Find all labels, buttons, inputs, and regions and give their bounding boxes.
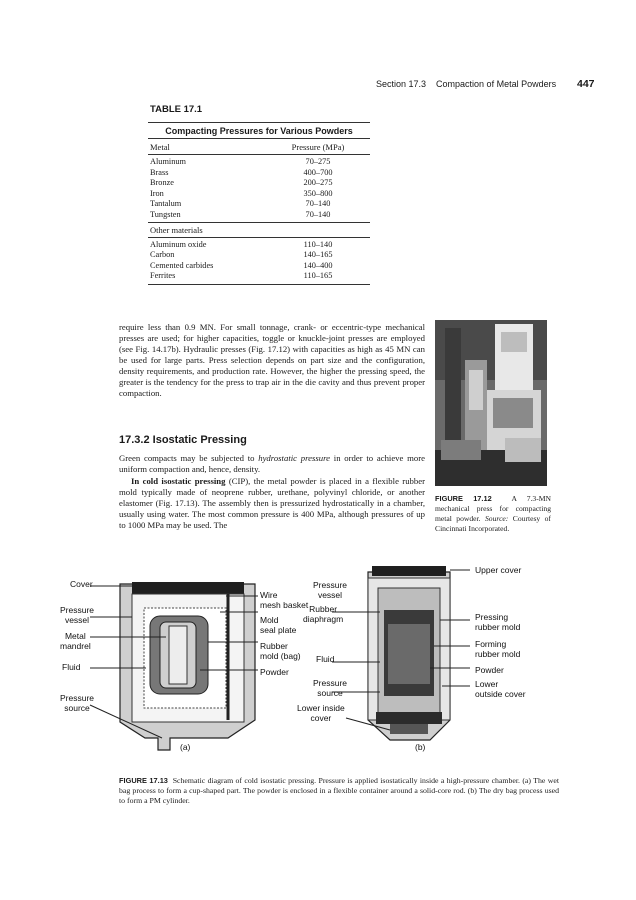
cell-pressure: 400–700 [303, 167, 333, 177]
label-lower-outside-cover: Lower outside cover [475, 679, 526, 699]
press-photo-image [435, 320, 547, 486]
panel-label-a: (a) [180, 742, 191, 752]
cell-pressure: 110–165 [303, 271, 333, 281]
table-label: TABLE 17.1 [150, 104, 203, 115]
label-upper-cover: Upper cover [475, 565, 522, 575]
cell-name: Ferrites [150, 271, 176, 281]
label-wire-mesh: Wire mesh basket [260, 590, 309, 610]
cell-pressure: 110–140 [303, 239, 333, 249]
label-cover: Cover [70, 579, 93, 589]
cell-name: Cemented carbides [150, 260, 214, 270]
label-lower-inside-cover: Lower inside cover [297, 703, 345, 723]
label-rubber-diaphragm: Rubber diaphragm [303, 604, 344, 624]
cell-name: Bronze [150, 178, 174, 188]
cell-name: Tungsten [150, 209, 181, 219]
table-row [148, 157, 370, 168]
section-heading: 17.3.2 Isostatic Pressing [119, 434, 247, 446]
cell-pressure: 140–165 [303, 250, 333, 260]
label-pressure-source: Pressure source [60, 693, 95, 713]
table-row [148, 178, 370, 189]
source-label: Source: [485, 514, 509, 523]
body-paragraph [119, 476, 425, 531]
emphasis-term: hydrostatic pressure [258, 453, 331, 463]
page-number: 447 [577, 78, 595, 90]
isostatic-pressing-diagram [50, 560, 570, 760]
table-row [148, 189, 370, 200]
cell-pressure: 350–800 [303, 188, 333, 198]
compacting-pressures-table [148, 122, 370, 285]
label-powder-b: Powder [475, 665, 504, 675]
table-row [148, 240, 370, 251]
figure-label: FIGURE 17.12 [435, 494, 492, 503]
source-text: Courtesy of Cincinnati Incorporated. [435, 514, 551, 533]
cell-pressure: 140–400 [303, 260, 333, 270]
table-row [148, 210, 370, 221]
bold-term: In cold isostatic pressing [131, 476, 226, 486]
table-row [148, 250, 370, 261]
text-run: in order to achieve more uniform compaction and, hence, density. [119, 453, 425, 474]
label-rubber-mold: Rubber mold (bag) [260, 641, 301, 661]
text-run: (CIP), the metal powder is placed in a flexible rubber mold typically made of neoprene rubber, urethane, polyvinyl chloride, or another elastomer (Fig. 17.13). The assembly then is pressurized hydrostatically in a chamber, usually using water. The most common pressure is 400 MPa, although pressures of up to 1000 MPa may be used. The [119, 476, 425, 530]
table-row [148, 199, 370, 210]
press-photo [435, 320, 547, 486]
cell-name: Aluminum [150, 157, 186, 166]
label-fluid-b: Fluid [316, 654, 335, 664]
label-powder-a: Powder [260, 667, 289, 677]
body-paragraph [119, 453, 425, 475]
cell-name: Carbon [150, 250, 175, 260]
cell-pressure: 70–275 [305, 157, 331, 166]
caption-text: Schematic diagram of cold isostatic pressing. Pressure is applied isostatically inside a high-pressure chamber. (a) The wet bag process to form a cup-shaped part. The powder is enclosed in a flexible container around a solid-core rod. (b) The dry bag process used to form a PM cylinder. [119, 776, 560, 806]
label-fluid: Fluid [62, 662, 81, 672]
text-run: Green compacts may be subjected to [119, 453, 259, 463]
diagram-b [332, 566, 470, 740]
col-header-metal: Metal [150, 142, 170, 152]
table-row [148, 261, 370, 272]
figure-caption-13 [119, 776, 559, 807]
label-pressing-mold: Pressing rubber mold [475, 612, 521, 632]
cell-pressure: 70–140 [305, 209, 331, 219]
cell-name: Brass [150, 167, 169, 177]
label-pressure-source-b: Pressure source [313, 678, 348, 698]
cell-name: Iron [150, 188, 164, 198]
cell-pressure: 70–140 [305, 199, 331, 209]
figure-caption-12 [435, 494, 551, 534]
cell-name: Tantalum [150, 199, 182, 209]
table-row [148, 168, 370, 179]
label-pressure-vessel-b: Pressure vessel [313, 580, 348, 600]
label-mold-seal: Mold seal plate [260, 615, 297, 635]
label-pressure-vessel: Pressure vessel [60, 605, 95, 625]
table-title: Compacting Pressures for Various Powders [148, 122, 370, 139]
cell-name: Aluminum oxide [150, 239, 207, 249]
caption-text: A 7.3-MN mechanical press for compacting metal powder. [435, 494, 551, 523]
table-row [148, 271, 370, 282]
label-metal-mandrel: Metal mandrel [60, 631, 91, 651]
figure-label: FIGURE 17.13 [119, 776, 168, 785]
col-header-pressure: Pressure (MPa) [291, 142, 345, 152]
panel-label-b: (b) [415, 742, 426, 752]
table-subheading: Other materials [148, 222, 370, 238]
diagram-a [90, 582, 258, 750]
cell-pressure: 200–275 [303, 178, 333, 188]
running-header: Section 17.3 Compaction of Metal Powders [376, 79, 557, 89]
body-paragraph: require less than 0.9 MN. For small tonnage, crank- or eccentric-type mechanical presses are used; for higher capacities, toggle or knuckle-joint presses are employed (see Fig. 14.17b). Hydraulic presses (Fig. 17.12) with capacities as high as 45 MN can be used for large parts. Press selection depends on part size and the configuration, density requirements, and production rate. However, the higher the pressing speed, the greater is the tendency for the press to trap air in the die cavity and thus prevent proper compaction. [119, 322, 425, 398]
table-header-row [148, 139, 370, 155]
label-forming-mold: Forming rubber mold [475, 639, 521, 659]
